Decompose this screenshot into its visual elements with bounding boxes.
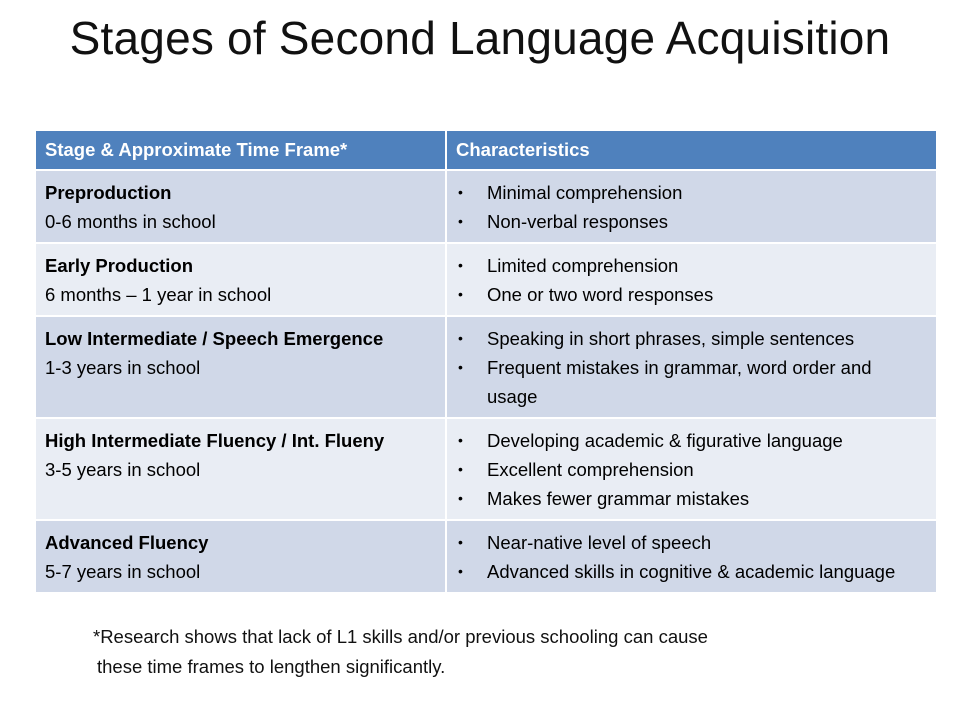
stage-cell — [36, 316, 446, 418]
stage-name: Preproduction — [45, 182, 172, 203]
characteristic-text: Minimal comprehension — [487, 182, 683, 203]
stage-cell — [36, 418, 446, 520]
characteristics-cell — [446, 243, 936, 316]
list-item — [456, 207, 927, 236]
characteristic-text: Near-native level of speech — [487, 532, 712, 553]
characteristics-list — [456, 426, 927, 513]
characteristics-cell — [446, 418, 936, 520]
characteristics-cell — [446, 316, 936, 418]
bullet-dot-icon: • — [458, 286, 463, 302]
page-title: Stages of Second Language Acquisition — [69, 12, 891, 64]
characteristics-cell — [446, 520, 936, 592]
bullet-dot-icon: • — [458, 461, 463, 477]
table-header-row — [36, 131, 936, 170]
list-item — [456, 251, 927, 280]
bullet-dot-icon: • — [458, 330, 463, 346]
characteristic-text: Excellent comprehension — [487, 459, 694, 480]
list-item — [456, 178, 927, 207]
table-body — [36, 170, 936, 592]
stage-name: Advanced Fluency — [45, 532, 209, 553]
characteristic-text: Non-verbal responses — [487, 211, 668, 232]
table-row — [36, 418, 936, 520]
characteristics-list — [456, 528, 927, 586]
stage-time-frame: 5-7 years in school — [45, 561, 201, 582]
stage-name: Low Intermediate / Speech Emergence — [45, 328, 384, 349]
header-stage: Stage & Approximate Time Frame* — [36, 131, 446, 170]
list-item — [456, 455, 927, 484]
list-item — [456, 280, 927, 309]
stage-name: High Intermediate Fluency / Int. Flueny — [45, 430, 385, 451]
bullet-dot-icon: • — [458, 213, 463, 229]
table-row — [36, 316, 936, 418]
characteristics-list — [456, 178, 927, 236]
bullet-dot-icon: • — [458, 257, 463, 273]
bullet-dot-icon: • — [458, 534, 463, 550]
characteristic-text: One or two word responses — [487, 284, 714, 305]
list-item — [456, 557, 927, 586]
header-characteristics: Characteristics — [446, 131, 936, 170]
characteristics-list — [456, 251, 927, 309]
stages-table — [36, 131, 936, 592]
list-item — [456, 353, 927, 411]
characteristic-text: Makes fewer grammar mistakes — [487, 488, 750, 509]
footnote-line-1: *Research shows that lack of L1 skills and/or previous schooling can cause — [93, 626, 708, 647]
characteristics-list — [456, 324, 927, 411]
stage-cell — [36, 243, 446, 316]
stage-time-frame: 0-6 months in school — [45, 211, 216, 232]
bullet-dot-icon: • — [458, 490, 463, 506]
stage-cell — [36, 520, 446, 592]
stage-time-frame: 6 months – 1 year in school — [45, 284, 272, 305]
characteristics-cell — [446, 170, 936, 243]
characteristic-text: Limited comprehension — [487, 255, 679, 276]
list-item — [456, 528, 927, 557]
stage-cell — [36, 170, 446, 243]
table-row — [36, 243, 936, 316]
characteristic-text: Advanced skills in cognitive & academic language — [487, 561, 896, 582]
footnote — [93, 622, 893, 682]
bullet-dot-icon: • — [458, 184, 463, 200]
stage-time-frame: 3-5 years in school — [45, 459, 201, 480]
stage-name: Early Production — [45, 255, 194, 276]
bullet-dot-icon: • — [458, 432, 463, 448]
characteristic-text: Frequent mistakes in grammar, word order and usage — [487, 357, 872, 407]
stage-time-frame: 1-3 years in school — [45, 357, 201, 378]
table-row — [36, 170, 936, 243]
footnote-line-2: these time frames to lengthen significantly. — [97, 656, 446, 677]
list-item — [456, 484, 927, 513]
list-item — [456, 426, 927, 455]
table-row — [36, 520, 936, 592]
bullet-dot-icon: • — [458, 359, 463, 375]
bullet-dot-icon: • — [458, 563, 463, 579]
characteristic-text: Speaking in short phrases, simple sentences — [487, 328, 855, 349]
list-item — [456, 324, 927, 353]
characteristic-text: Developing academic & figurative language — [487, 430, 843, 451]
stages-table-container — [36, 131, 936, 592]
